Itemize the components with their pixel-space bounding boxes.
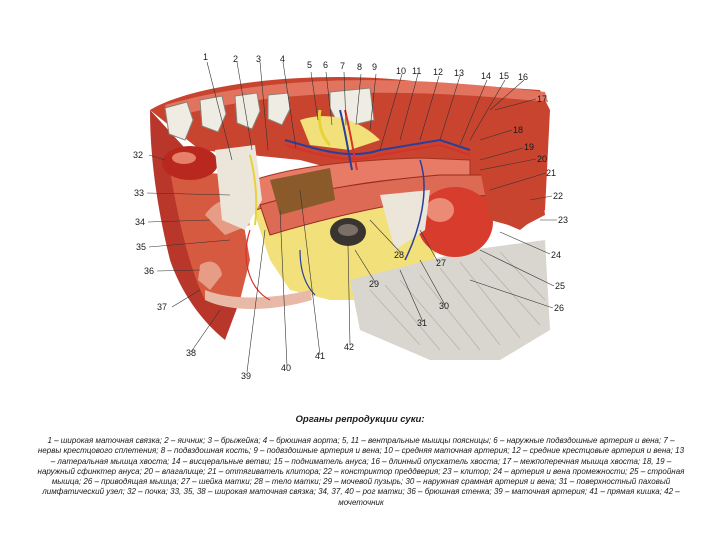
figure-label: 15 xyxy=(499,71,510,81)
figure-label: 30 xyxy=(439,301,450,311)
figure-caption-title: Органы репродукции суки: xyxy=(295,414,425,425)
figure-label: 33 xyxy=(134,188,145,198)
figure-label: 25 xyxy=(555,281,566,291)
anatomy-drawing xyxy=(150,77,550,360)
figure-label: 14 xyxy=(481,71,492,81)
figure-label: 24 xyxy=(551,250,562,260)
figure-label: 29 xyxy=(369,279,380,289)
figure-label: 39 xyxy=(241,371,252,381)
figure-label: 8 xyxy=(357,62,363,72)
figure-label: 37 xyxy=(157,302,168,312)
figure-label: 4 xyxy=(280,54,286,64)
figure-label: 17 xyxy=(537,94,548,104)
figure-label: 13 xyxy=(454,68,465,78)
figure-label: 18 xyxy=(513,125,524,135)
figure-label: 28 xyxy=(394,250,405,260)
figure-label: 3 xyxy=(256,54,262,64)
figure-label: 20 xyxy=(537,154,548,164)
figure-label: 23 xyxy=(558,215,569,225)
figure-label: 1 xyxy=(203,52,209,62)
figure-label: 36 xyxy=(144,266,155,276)
figure-label: 21 xyxy=(546,168,557,178)
figure-label: 41 xyxy=(315,351,326,361)
figure-label: 27 xyxy=(436,258,447,268)
figure-label: 26 xyxy=(554,303,565,313)
figure-label: 16 xyxy=(518,72,529,82)
figure-label: 31 xyxy=(417,318,428,328)
figure-legend-text: 1 – широкая маточная связка; 2 – яичник; 3 – брыжейка; 4 – брюшная аорта; 5, 11 – вентральные мышцы поясницы; 6 – наружные подвздошные артерия и вена; 7 – нервы крестцового сплетения; 8 – подвздошная кость; 9 – подвздошные артерия и вена; 10 – средняя маточная артерия; 12 – средние крестцовые артерия и вена; 13 – латеральная мышца хвоста; 14 – висцеральные ветви; 15 – подниматель ануса; 16 – длинный опускатель хвоста; 17 – межпоперечная мышца хвоста; 18, 19 – наружный сфинктер ануса; 20 – влагалище; 21 – оттягиватель клитора; 22 – констриктор преддверия; 23 – клитор; 24 – артерия и вена промежности; 25 – стройная мышца; 26 – приводящая мышца; 27 – шейка матки; 28 – тело матки; 29 – мочевой пузырь; 30 – наружная срамная артерия и вена; 31 – поверхностный паховый лимфатический узел; 32 – почка; 33, 35, 38 – широкая маточная связка; 34, 37, 40 – рог матки; 36 – брюшная стенка; 39 – маточная артерия; 41 – прямая кишка; 42 – мочеточник xyxy=(37,436,685,507)
figure-label: 19 xyxy=(524,142,535,152)
figure-label: 5 xyxy=(307,60,313,70)
figure-label: 11 xyxy=(412,66,422,76)
figure-label: 9 xyxy=(372,62,378,72)
figure-label: 7 xyxy=(340,61,346,71)
figure-label: 10 xyxy=(396,66,407,76)
figure-label: 40 xyxy=(281,363,292,373)
figure-label: 6 xyxy=(323,60,329,70)
figure-label: 35 xyxy=(136,242,147,252)
figure-label: 2 xyxy=(233,54,239,64)
figure-label: 38 xyxy=(186,348,197,358)
figure-label: 12 xyxy=(433,67,444,77)
figure-label: 34 xyxy=(135,217,146,227)
figure-label: 22 xyxy=(553,191,564,201)
figure-label: 42 xyxy=(344,342,355,352)
figure-label: 32 xyxy=(133,150,144,160)
